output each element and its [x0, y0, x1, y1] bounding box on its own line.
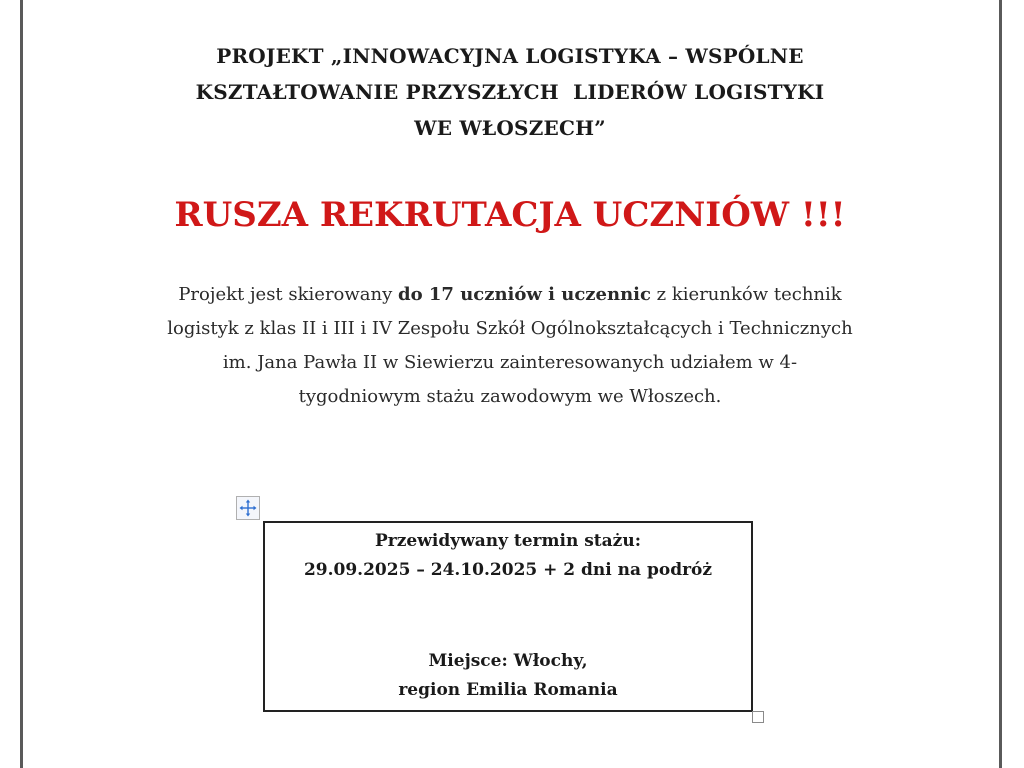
place-label: Miejsce: Włochy,	[428, 651, 588, 671]
intro-line-4: tygodniowym stażu zawodowym we Włoszech.	[298, 386, 722, 407]
intro-line-3: im. Jana Pawła II w Siewierzu zainteresowanych udziałem w 4-	[222, 352, 798, 373]
term-dates: 29.09.2025 – 24.10.2025 + 2 dni na podróż	[303, 560, 713, 580]
intro-line-1	[90, 278, 930, 312]
intro-line-1-start: Projekt jest skierowany	[178, 284, 399, 305]
page-border-right	[999, 0, 1002, 768]
recruitment-headline: RUSZA REKRUTACJA UCZNIÓW !!!	[174, 195, 846, 235]
place-region: region Emilia Romania	[398, 680, 618, 700]
internship-info-box	[263, 521, 753, 712]
term-label: Przewidywany termin stażu:	[375, 531, 641, 551]
project-title-line-3: WE WŁOSZECH”	[414, 116, 606, 140]
intro-paragraph	[90, 278, 930, 414]
intro-line-1-end: z kierunków technik	[650, 284, 842, 305]
four-arrows-move-icon	[237, 497, 259, 519]
intro-line-2: logistyk z klas II i III i IV Zespołu Szkół Ogólnokształcących i Technicznych	[167, 318, 853, 339]
page-border-left	[20, 0, 23, 768]
project-title	[100, 38, 920, 146]
project-title-line-2: KSZTAŁTOWANIE PRZYSZŁYCH LIDERÓW LOGISTYKI	[195, 80, 825, 104]
table-resize-handle-icon[interactable]	[752, 711, 764, 723]
project-title-line-1: PROJEKT „INNOWACYJNA LOGISTYKA – WSPÓLNE	[216, 44, 804, 68]
intro-line-1-bold: do 17 uczniów i uczennic	[398, 284, 651, 305]
table-move-handle-icon[interactable]	[236, 496, 260, 520]
